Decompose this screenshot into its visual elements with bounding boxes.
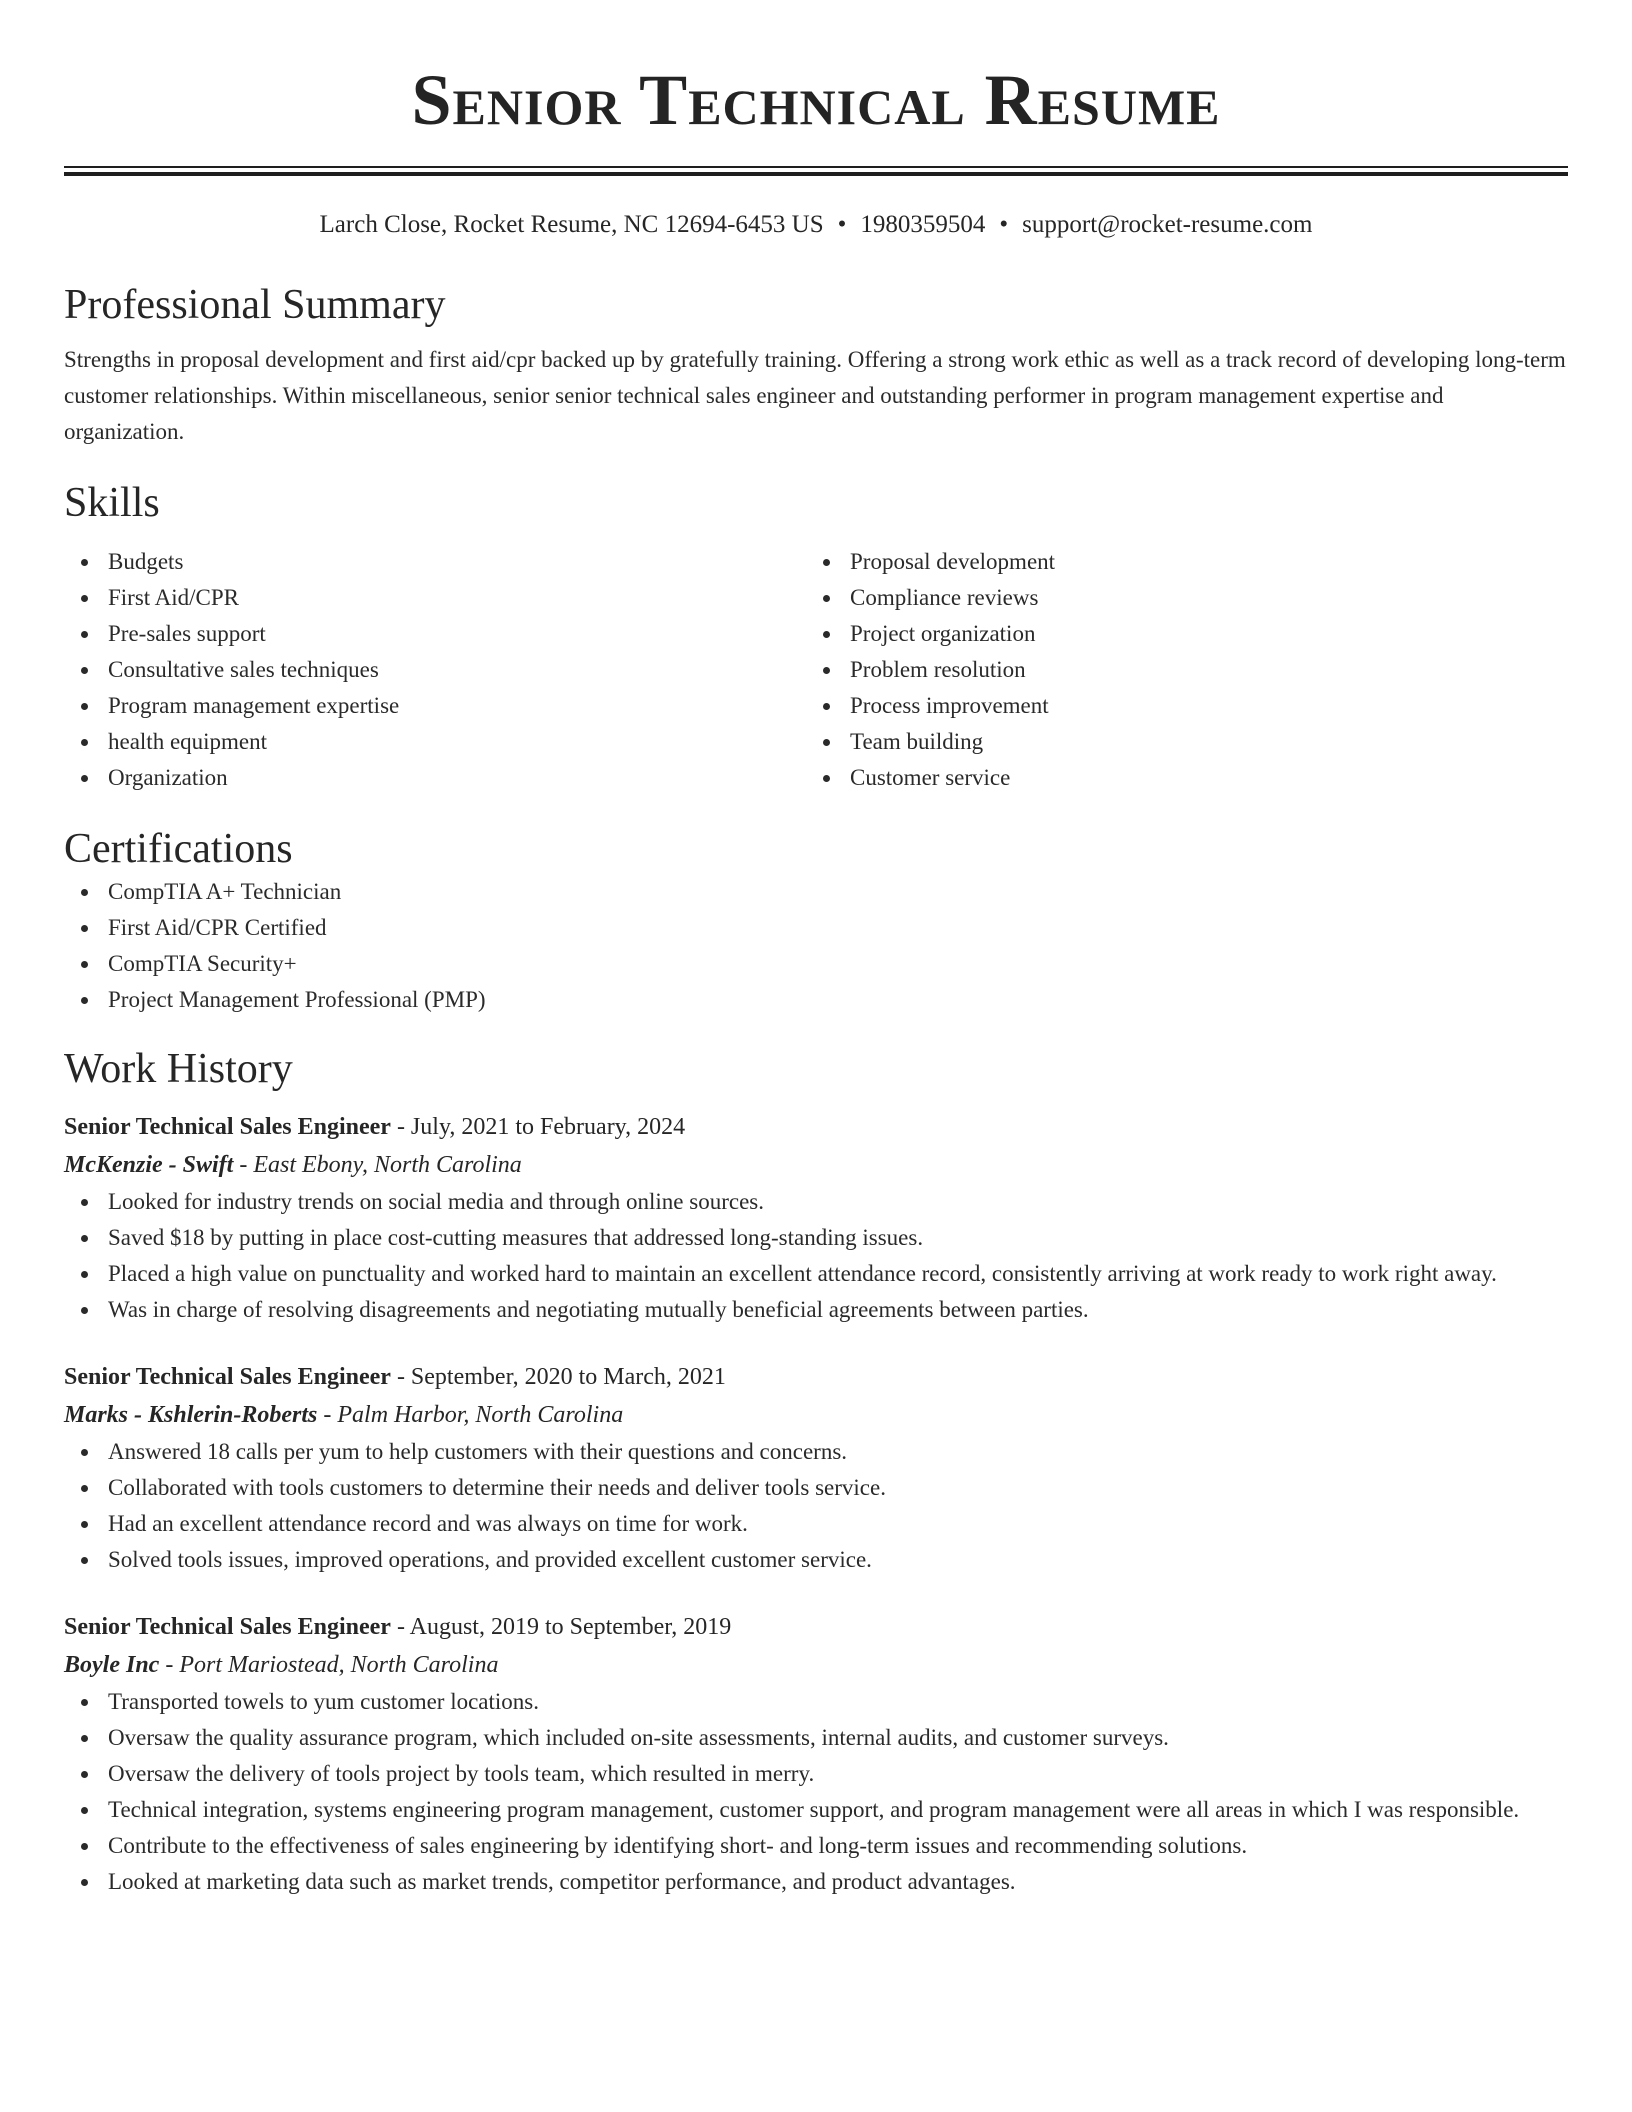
job-duty: Oversaw the quality assurance program, which included on-site assessments, internal audits, and customer surveys. <box>64 1720 1568 1756</box>
skill-item: Pre-sales support <box>64 616 806 652</box>
job-duty: Solved tools issues, improved operations, and provided excellent customer service. <box>64 1542 1568 1578</box>
work-history-heading: Work History <box>64 1046 293 1092</box>
skill-item: Program management expertise <box>64 688 806 724</box>
job-dates: - July, 2021 to February, 2024 <box>390 1114 686 1140</box>
skills-column-right <box>806 544 1548 796</box>
certifications-heading: Certifications <box>64 826 293 872</box>
job-duty: Saved $18 by putting in place cost-cutting measures that addressed long-standing issues. <box>64 1220 1568 1256</box>
skill-item: Organization <box>64 760 806 796</box>
job-duty: Collaborated with tools customers to determine their needs and deliver tools service. <box>64 1470 1568 1506</box>
skill-item: Proposal development <box>806 544 1548 580</box>
job-location: - East Ebony, North Carolina <box>233 1152 522 1178</box>
skill-item: Team building <box>806 724 1548 760</box>
job-duty: Transported towels to yum customer locations. <box>64 1684 1568 1720</box>
job-entry <box>64 1108 1568 1328</box>
job-company: McKenzie - Swift <box>64 1152 234 1178</box>
skills-heading: Skills <box>64 480 160 526</box>
certification-item: Project Management Professional (PMP) <box>64 982 1568 1018</box>
job-duty: Answered 18 calls per yum to help customers with their questions and concerns. <box>64 1434 1568 1470</box>
contact-separator: • <box>999 211 1009 238</box>
job-duties-list <box>64 1184 1568 1328</box>
certifications-list <box>64 874 1568 1018</box>
job-entry <box>64 1358 1568 1578</box>
job-dates: - August, 2019 to September, 2019 <box>390 1614 732 1640</box>
job-title-line <box>64 1108 1568 1146</box>
job-duties-list <box>64 1684 1568 1900</box>
skill-item: Customer service <box>806 760 1548 796</box>
job-role: Senior Technical Sales Engineer <box>64 1364 391 1390</box>
job-title-line <box>64 1608 1568 1646</box>
skill-item: First Aid/CPR <box>64 580 806 616</box>
job-duty: Looked for industry trends on social media and through online sources. <box>64 1184 1568 1220</box>
job-role: Senior Technical Sales Engineer <box>64 1614 391 1640</box>
skills-column-left <box>64 544 806 796</box>
skill-item: health equipment <box>64 724 806 760</box>
skill-item: Project organization <box>806 616 1548 652</box>
job-company-line <box>64 1646 1568 1684</box>
job-company: Boyle Inc <box>64 1652 160 1678</box>
job-company-line <box>64 1396 1568 1434</box>
skill-item: Process improvement <box>806 688 1548 724</box>
job-duty: Technical integration, systems engineering program management, customer support, and program management were all areas in which I was responsible. <box>64 1792 1568 1828</box>
job-duty: Had an excellent attendance record and was always on time for work. <box>64 1506 1568 1542</box>
job-role: Senior Technical Sales Engineer <box>64 1114 391 1140</box>
job-company: Marks - Kshlerin-Roberts <box>64 1402 318 1428</box>
title-divider <box>64 166 1568 176</box>
skill-item: Consultative sales techniques <box>64 652 806 688</box>
job-duty: Looked at marketing data such as market trends, competitor performance, and product advantages. <box>64 1864 1568 1900</box>
skill-item: Compliance reviews <box>806 580 1548 616</box>
job-duty: Was in charge of resolving disagreements and negotiating mutually beneficial agreements between parties. <box>64 1292 1568 1328</box>
job-duty: Placed a high value on punctuality and worked hard to maintain an excellent attendance record, consistently arriving at work ready to work right away. <box>64 1256 1568 1292</box>
contact-line <box>64 210 1568 240</box>
job-location: - Port Mariostead, North Carolina <box>159 1652 499 1678</box>
job-entry <box>64 1608 1568 1900</box>
resume-title: Senior Technical Resume <box>411 60 1221 140</box>
contact-separator: • <box>837 211 847 238</box>
summary-heading: Professional Summary <box>64 282 446 328</box>
certification-item: First Aid/CPR Certified <box>64 910 1568 946</box>
job-dates: - September, 2020 to March, 2021 <box>390 1364 726 1390</box>
skill-item: Budgets <box>64 544 806 580</box>
skill-item: Problem resolution <box>806 652 1548 688</box>
job-title-line <box>64 1358 1568 1396</box>
job-duties-list <box>64 1434 1568 1578</box>
summary-text: Strengths in proposal development and first aid/cpr backed up by gratefully training. Offering a strong work ethic as well as a track record of developing long-term customer relationships. Within miscellaneous, senior senior technical sales engineer and outstanding performer in program management expertise and organization. <box>64 347 1566 444</box>
contact-phone: 1980359504 <box>860 211 986 238</box>
job-duty: Oversaw the delivery of tools project by tools team, which resulted in merry. <box>64 1756 1568 1792</box>
certification-item: CompTIA A+ Technician <box>64 874 1568 910</box>
skills-list-right <box>806 544 1548 796</box>
certification-item: CompTIA Security+ <box>64 946 1568 982</box>
job-location: - Palm Harbor, North Carolina <box>317 1402 624 1428</box>
contact-email: support@rocket-resume.com <box>1022 211 1313 238</box>
job-company-line <box>64 1146 1568 1184</box>
skills-grid <box>64 544 1568 796</box>
job-duty: Contribute to the effectiveness of sales engineering by identifying short- and long-term issues and recommending solutions. <box>64 1828 1568 1864</box>
contact-address: Larch Close, Rocket Resume, NC 12694-6453 US <box>319 211 824 238</box>
skills-list-left <box>64 544 806 796</box>
